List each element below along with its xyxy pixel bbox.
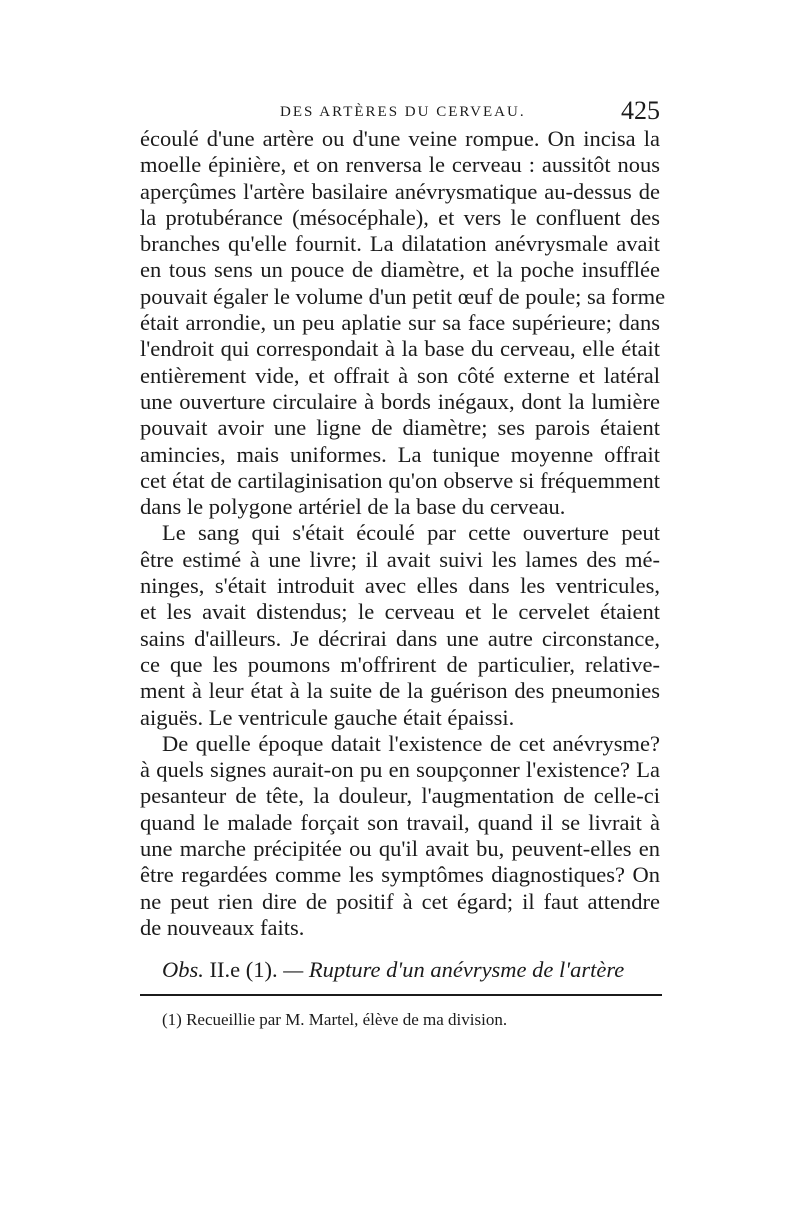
observation-dash: — — [283, 957, 304, 982]
text-line: aperçûmes l'artère basilaire anévrysmatique au-dessus de — [140, 178, 660, 204]
text-line: écoulé d'une artère ou d'une veine rompue. On incisa la — [140, 126, 660, 151]
page-number: 425 — [621, 96, 660, 125]
text-line: pesanteur de tête, la douleur, l'augmentation de celle-ci — [140, 783, 660, 809]
text-line: était arrondie, un peu aplatie sur sa face supérieure; dans — [140, 310, 660, 336]
text-line: en tous sens un pouce de diamètre, et la poche insufflée — [140, 257, 660, 283]
text-line: cet état de cartilaginisation qu'on observe si fréquemment — [140, 467, 660, 493]
paragraph-start-line: Le sang qui s'était écoulé par cette ouverture peut — [162, 520, 660, 546]
text-line: ne peut rien dire de positif à cet égard; il faut attendre — [140, 888, 660, 914]
text-line: quand le malade forçait son travail, quand il se livrait à — [140, 809, 660, 835]
text-line: une marche précipitée ou qu'il avait bu, peuvent-elles en — [140, 836, 660, 862]
text-line: branches qu'elle fournit. La dilatation anévrysmale avait — [140, 231, 660, 257]
text-line: amincies, mais uniformes. La tunique moyenne offrait — [140, 441, 660, 467]
text-line: dans le polygone artériel de la base du cerveau. — [140, 494, 566, 520]
text-line: pouvait avoir une ligne de diamètre; ses parois étaient — [140, 415, 660, 441]
page-header — [140, 96, 660, 128]
text-line: pouvait égaler le volume d'un petit œuf de poule; sa forme — [140, 283, 666, 309]
text-line: ninges, s'était introduit avec elles dans les ventricules, — [140, 573, 660, 599]
running-head: DES ARTÈRES DU CERVEAU. — [280, 104, 526, 120]
text-line: sains d'ailleurs. Je décrirai dans une autre circonstance, — [140, 625, 660, 651]
text-line: être estimé à une livre; il avait suivi les lames des mé- — [140, 546, 660, 572]
text-line: la protubérance (mésocéphale), et vers le confluent des — [140, 204, 660, 230]
text-line: l'endroit qui correspondait à la base du cerveau, elle était — [140, 336, 660, 362]
text-line: entièrement vide, et offrait à son côté externe et latéral — [140, 362, 660, 388]
paragraph-start-line: De quelle époque datait l'existence de cet anévrysme? — [162, 730, 660, 756]
footnote: (1) Recueillie par M. Martel, élève de ma division. — [162, 1010, 508, 1029]
text-line: ce que les poumons m'offrirent de particulier, relative- — [140, 651, 660, 677]
text-line: et les avait distendus; le cerveau et le cervelet étaient — [140, 599, 660, 625]
text-line: une ouverture circulaire à bords inégaux, dont la lumière — [140, 388, 660, 414]
text-line: à quels signes aurait-on pu en soupçonner l'existence? La — [140, 757, 660, 783]
text-line: aiguës. Le ventricule gauche était épaissi. — [140, 704, 515, 730]
text-line: de nouveaux faits. — [140, 914, 305, 940]
text-line: ment à leur état à la suite de la guérison des pneumonies — [140, 678, 660, 704]
observation-heading — [140, 956, 660, 984]
observation-title: Rupture d'un anévrysme de l'artère — [308, 957, 625, 982]
text-line: être regardées comme les symptômes diagnostiques? On — [140, 862, 660, 888]
body-text — [140, 126, 666, 941]
text-line: moelle épinière, et on renversa le cerveau : aussitôt nous — [140, 152, 660, 178]
observation-label: Obs. — [162, 957, 204, 982]
footnote-rule — [140, 994, 662, 996]
observation-number: II.e (1). — [209, 957, 278, 982]
